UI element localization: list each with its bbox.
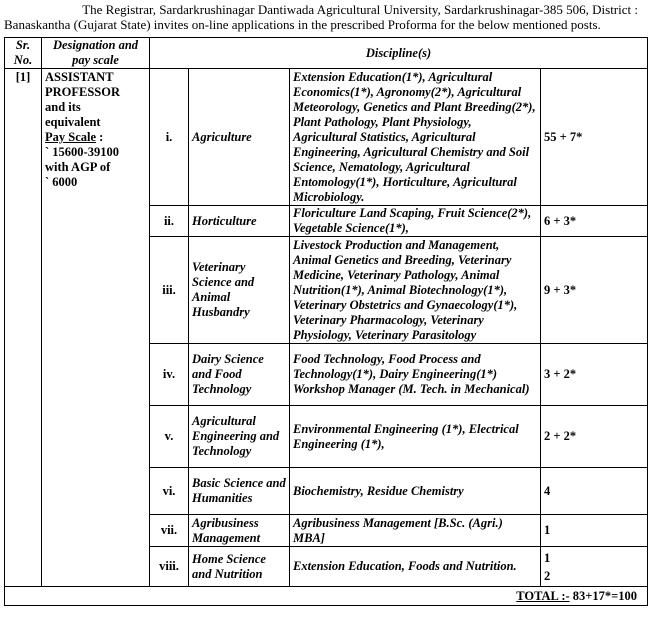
faculty-name: Agriculture — [189, 69, 290, 206]
faculty-name: Agribusiness Management — [189, 515, 290, 547]
post-count: 2 + 2* — [541, 406, 648, 468]
post-sr-no: [1] — [5, 69, 42, 587]
post-count: 6 + 3* — [541, 206, 648, 237]
total-cell — [5, 587, 648, 606]
discipline-list: Food Technology, Food Process and Technology(1*), Dairy Engineering(1*) Workshop Manager (M. Tech. in Mechanical) — [290, 344, 541, 406]
faculty-name: Agricultural Engineering and Technology — [189, 406, 290, 468]
intro-line-1: The Registrar, Sardarkrushinagar Dantiwada Agricultural University, Sardarkrushinagar-385 506, District : — [82, 2, 638, 17]
total-label: TOTAL :- — [516, 588, 570, 603]
faculty-name: Dairy Science and Food Technology — [189, 344, 290, 406]
intro-paragraph — [0, 2, 652, 32]
row-number: ii. — [150, 206, 189, 237]
intro-line-2: Banaskantha (Gujarat State) invites on-line applications in the prescribed Proforma for the below mentioned posts. — [4, 17, 601, 32]
post-count: 3 + 2* — [541, 344, 648, 406]
post-count: 1 — [541, 515, 648, 547]
header-disciplines: Discipline(s) — [150, 38, 648, 69]
pay-scale-range: ` 15600-39100 — [45, 145, 119, 159]
discipline-list: Extension Education(1*), Agricultural Economics(1*), Agronomy(2*), Agricultural Meteorology, Genetics and Plant Breeding(2*), Plant Pathology, Plant Physiology, Agricultural Statistics, Agricultural Engineering, Agricultural Chemistry and Soil Science, Nematology, Agricultural Entomology(1*), Horticulture, Agricultural Microbiology. — [290, 69, 541, 206]
pay-scale-label: Pay Scale — [45, 130, 97, 144]
faculty-name: Horticulture — [189, 206, 290, 237]
post-count: 1 2 — [541, 547, 648, 587]
total-value: 83+17*=100 — [569, 588, 638, 603]
discipline-list: Floriculture Land Scaping, Fruit Science(2*), Vegetable Science(1*), — [290, 206, 541, 237]
post-count: 9 + 3* — [541, 237, 648, 344]
row-number: iii. — [150, 237, 189, 344]
discipline-list: Extension Education, Foods and Nutrition. — [290, 547, 541, 587]
total-row — [5, 587, 648, 606]
post-count: 55 + 7* — [541, 69, 648, 206]
faculty-name: Veterinary Science and Animal Husbandry — [189, 237, 290, 344]
discipline-list: Biochemistry, Residue Chemistry — [290, 468, 541, 515]
row-number: viii. — [150, 547, 189, 587]
post-designation: ASSISTANT PROFESSOR and its equivalent Pay Scale : ` 15600-39100 with AGP of ` 6000 — [42, 69, 150, 587]
posts-table — [4, 37, 648, 606]
discipline-list: Livestock Production and Management, Animal Genetics and Breeding, Veterinary Medicine, Veterinary Pathology, Animal Nutrition(1*), Animal Biotechnology(1*), Veterinary Obstetrics and Gynaecology(1*), Veterinary Pharmacology, Veterinary Physiology, Veterinary Parasitology — [290, 237, 541, 344]
row-number: vi. — [150, 468, 189, 515]
agp-value: ` 6000 — [45, 175, 78, 189]
row-number: v. — [150, 406, 189, 468]
table-header-row — [5, 38, 648, 69]
header-designation: Designation and pay scale — [42, 38, 150, 69]
table-row — [5, 69, 648, 206]
row-number: i. — [150, 69, 189, 206]
row-number: iv. — [150, 344, 189, 406]
discipline-list: Environmental Engineering (1*), Electrical Engineering (1*), — [290, 406, 541, 468]
faculty-name: Basic Science and Humanities — [189, 468, 290, 515]
row-number: vii. — [150, 515, 189, 547]
faculty-name: Home Science and Nutrition — [189, 547, 290, 587]
post-count: 4 — [541, 468, 648, 515]
discipline-list: Agribusiness Management [B.Sc. (Agri.) MBA] — [290, 515, 541, 547]
header-sr-no: Sr. No. — [5, 38, 42, 69]
